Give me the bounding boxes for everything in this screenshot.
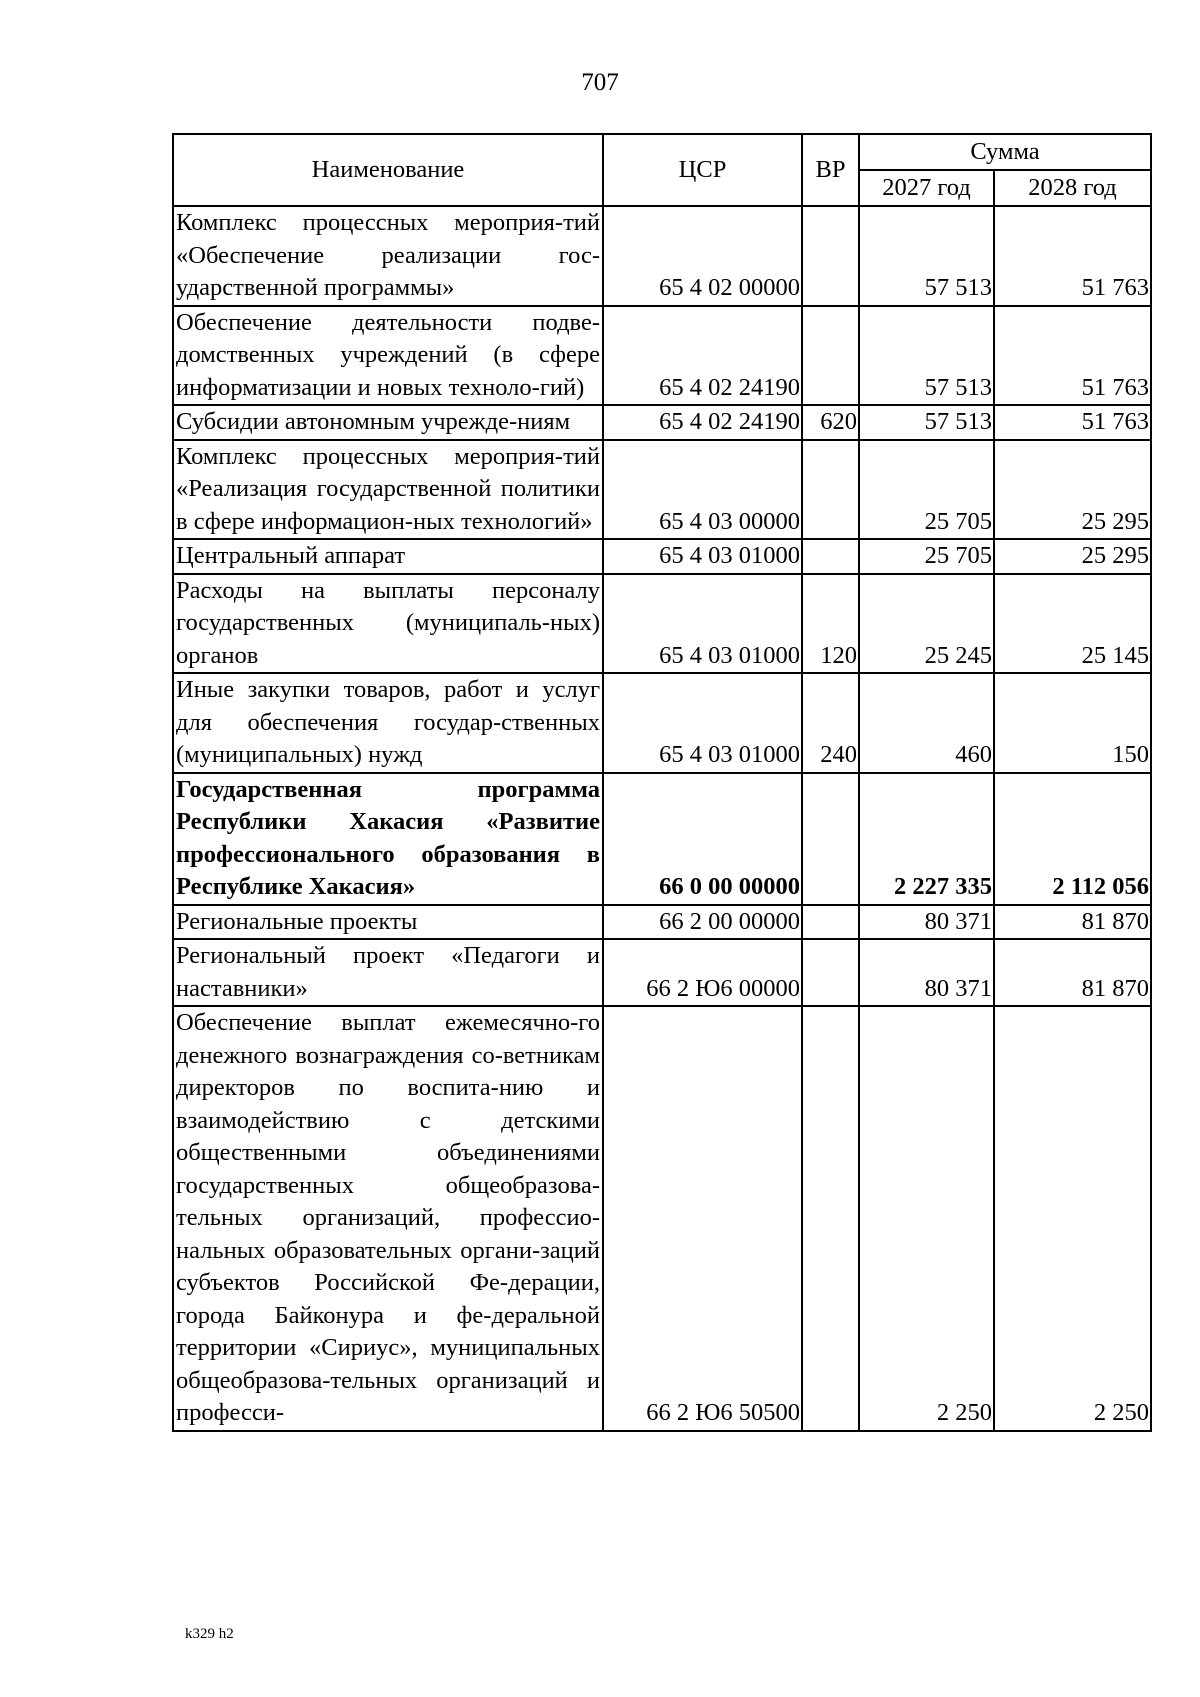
row-amount-2027-cell: 25 245	[859, 574, 994, 674]
row-name-cell: Расходы на выплаты персоналу государственных (муниципаль-ных) органов	[173, 574, 603, 674]
header-name: Наименование	[173, 134, 603, 206]
row-amount-2028-cell: 150	[994, 673, 1151, 773]
row-vr-cell: 240	[802, 673, 859, 773]
row-amount-2027-cell: 57 513	[859, 306, 994, 406]
row-name-cell: Центральный аппарат	[173, 539, 603, 574]
row-csr-cell: 65 4 02 24190	[603, 405, 802, 440]
table-row	[173, 206, 1151, 306]
row-amount-2028-cell: 81 870	[994, 905, 1151, 940]
row-vr-cell	[802, 539, 859, 574]
row-amount-2027-cell: 2 250	[859, 1006, 994, 1431]
row-name-cell: Комплекс процессных мероприя-тий «Обеспечение реализации гос-ударственной программы»	[173, 206, 603, 306]
row-amount-2028-cell: 51 763	[994, 405, 1151, 440]
row-amount-2027-cell: 25 705	[859, 440, 994, 540]
row-amount-2028-cell: 51 763	[994, 306, 1151, 406]
table-row	[173, 306, 1151, 406]
row-name-cell: Комплекс процессных мероприя-тий «Реализация государственной политики в сфере информацион-ных технологий»	[173, 440, 603, 540]
row-vr-cell	[802, 905, 859, 940]
row-amount-2027-cell: 57 513	[859, 206, 994, 306]
row-csr-cell: 66 2 00 00000	[603, 905, 802, 940]
row-amount-2027-cell: 57 513	[859, 405, 994, 440]
row-amount-2027-cell: 2 227 335	[859, 773, 994, 905]
row-vr-cell: 120	[802, 574, 859, 674]
row-amount-2027-cell: 25 705	[859, 539, 994, 574]
row-csr-cell: 65 4 03 01000	[603, 673, 802, 773]
row-name-cell: Региональные проекты	[173, 905, 603, 940]
row-csr-cell: 66 2 Ю6 00000	[603, 939, 802, 1006]
row-amount-2027-cell: 460	[859, 673, 994, 773]
row-csr-cell: 66 0 00 00000	[603, 773, 802, 905]
row-csr-cell: 65 4 02 24190	[603, 306, 802, 406]
row-vr-cell	[802, 1006, 859, 1431]
row-vr-cell	[802, 206, 859, 306]
header-vr: ВР	[802, 134, 859, 206]
table-row	[173, 673, 1151, 773]
header-year-2028: 2028 год	[994, 170, 1151, 206]
header-csr: ЦСР	[603, 134, 802, 206]
row-amount-2028-cell: 25 295	[994, 440, 1151, 540]
row-csr-cell: 65 4 03 01000	[603, 539, 802, 574]
row-amount-2028-cell: 25 295	[994, 539, 1151, 574]
page-number: 707	[581, 69, 619, 96]
row-vr-cell	[802, 306, 859, 406]
row-csr-cell: 65 4 02 00000	[603, 206, 802, 306]
row-csr-cell: 66 2 Ю6 50500	[603, 1006, 802, 1431]
row-amount-2027-cell: 80 371	[859, 939, 994, 1006]
row-name-cell: Обеспечение деятельности подве-домственных учреждений (в сфере информатизации и новых техноло-гий)	[173, 306, 603, 406]
header-sum: Сумма	[859, 134, 1151, 170]
table-row	[173, 574, 1151, 674]
table-row	[173, 905, 1151, 940]
row-amount-2028-cell: 2 112 056	[994, 773, 1151, 905]
budget-table	[172, 133, 1152, 1432]
table-row	[173, 1006, 1151, 1431]
row-name-cell: Региональный проект «Педагоги и наставники»	[173, 939, 603, 1006]
row-amount-2028-cell: 81 870	[994, 939, 1151, 1006]
table-row	[173, 440, 1151, 540]
row-name-cell: Обеспечение выплат ежемесячно-го денежного вознаграждения со-ветникам директоров по воспита-нию и взаимодействию с детскими общественными объединениями государственных общеобразова-тельных организаций, профессио-нальных образовательных органи-заций субъектов Российской Фе-дерации, города Байконура и фе-деральной территории «Сириус», муниципальных общеобразова-тельных организаций и професси-	[173, 1006, 603, 1431]
row-amount-2028-cell: 2 250	[994, 1006, 1151, 1431]
row-amount-2027-cell: 80 371	[859, 905, 994, 940]
header-year-2027: 2027 год	[859, 170, 994, 206]
row-name-cell: Иные закупки товаров, работ и услуг для обеспечения государ-ственных (муниципальных) нужд	[173, 673, 603, 773]
table-row	[173, 939, 1151, 1006]
footer-code: k329 h2	[185, 1626, 234, 1642]
table-row	[173, 405, 1151, 440]
table-row	[173, 773, 1151, 905]
row-csr-cell: 65 4 03 01000	[603, 574, 802, 674]
row-vr-cell	[802, 773, 859, 905]
row-csr-cell: 65 4 03 00000	[603, 440, 802, 540]
row-name-cell: Государственная программа Республики Хакасия «Развитие профессионального образования в Республике Хакасия»	[173, 773, 603, 905]
table-row	[173, 539, 1151, 574]
row-amount-2028-cell: 25 145	[994, 574, 1151, 674]
row-name-cell: Субсидии автономным учрежде-ниям	[173, 405, 603, 440]
row-amount-2028-cell: 51 763	[994, 206, 1151, 306]
row-vr-cell: 620	[802, 405, 859, 440]
row-vr-cell	[802, 939, 859, 1006]
row-vr-cell	[802, 440, 859, 540]
